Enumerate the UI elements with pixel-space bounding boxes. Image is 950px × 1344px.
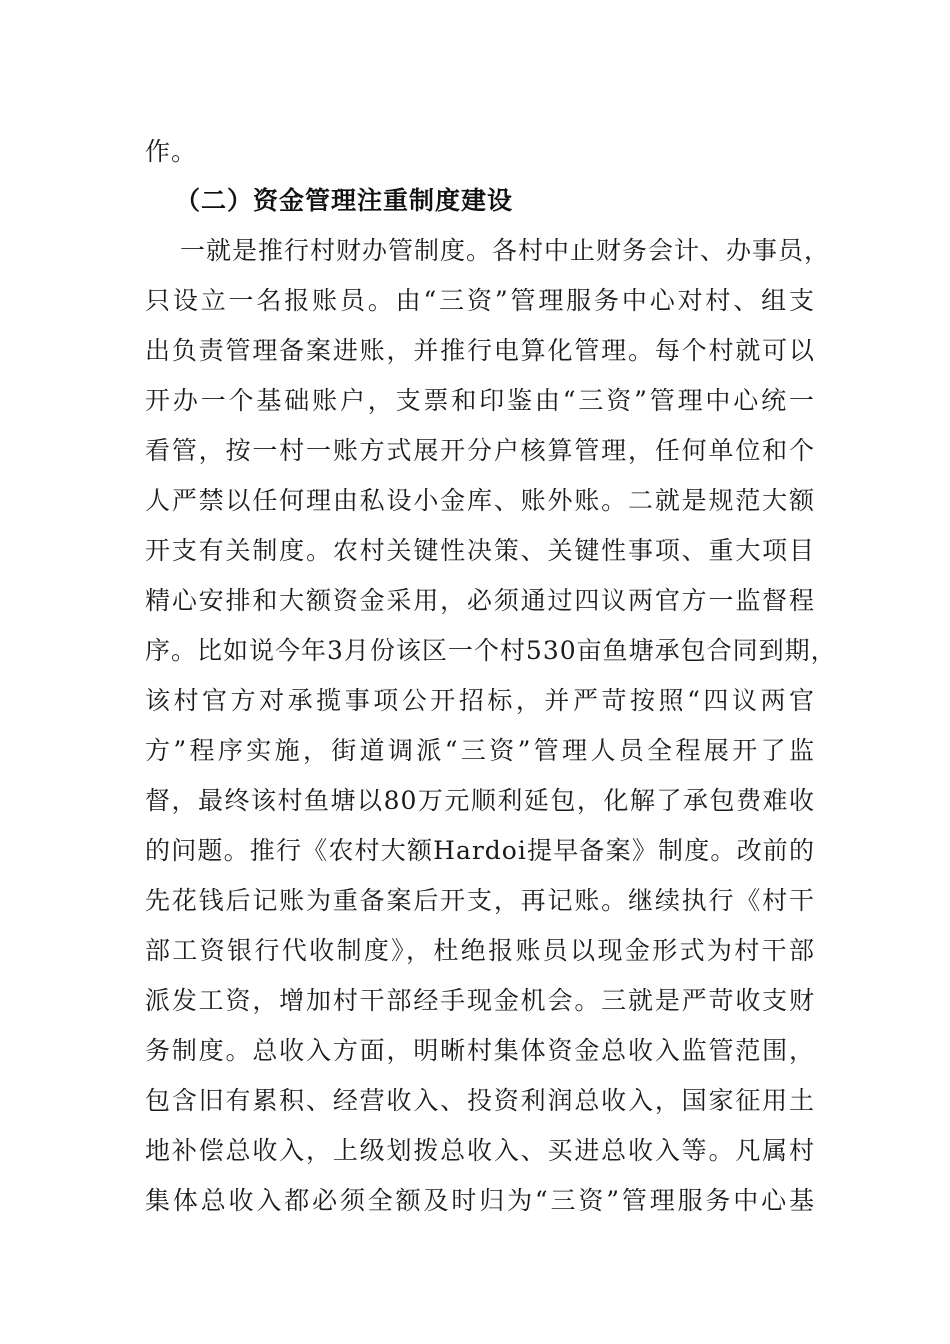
paragraph-line: 出负责管理备案进账，并推行电算化管理。每个村就可以 <box>145 336 815 365</box>
paragraph-line: 督，最终该村鱼塘以80万元顺利延包，化解了承包费难收 <box>145 786 815 815</box>
paragraph-line: 该村官方对承揽事项公开招标，并严苛按照“四议两官 <box>145 686 815 715</box>
paragraph-line: 集体总收入都必须全额及时归为“三资”管理服务中心基 <box>145 1186 815 1215</box>
paragraph-line: 精心安排和大额资金采用，必须通过四议两官方一监督程 <box>145 586 815 615</box>
paragraph-line: 序。比如说今年3月份该区一个村530亩鱼塘承包合同到期， <box>145 636 837 665</box>
paragraph-line: 只设立一名报账员。由“三资”管理服务中心对村、组支 <box>145 286 815 315</box>
paragraph-line: 开办一个基础账户，支票和印鉴由“三资”管理中心统一 <box>145 386 815 415</box>
paragraph-line: 看管，按一村一账方式展开分户核算管理，任何单位和个 <box>145 436 815 465</box>
paragraph-line: 方”程序实施，街道调派“三资”管理人员全程展开了监 <box>145 736 815 765</box>
paragraph-line: 派发工资，增加村干部经手现金机会。三就是严苛收支财 <box>145 986 815 1015</box>
section-heading: （二）资金管理注重制度建设 <box>175 186 514 215</box>
paragraph-line: 包含旧有累积、经营收入、投资利润总收入，国家征用土 <box>145 1086 815 1115</box>
paragraph-line: 部工资银行代收制度》，杜绝报账员以现金形式为村干部 <box>145 936 815 965</box>
paragraph-line: 先花钱后记账为重备案后开支，再记账。继续执行《村干 <box>145 886 815 915</box>
paragraph-line: 地补偿总收入，上级划拨总收入、买进总收入等。凡属村 <box>145 1136 815 1165</box>
continuation-line: 作。 <box>145 137 198 166</box>
paragraph-line: 务制度。总收入方面，明晰村集体资金总收入监管范围， <box>145 1036 815 1065</box>
paragraph-line: 开支有关制度。农村关键性决策、关键性事项、重大项目 <box>145 536 815 565</box>
paragraph-line: 人严禁以任何理由私设小金库、账外账。二就是规范大额 <box>145 486 815 515</box>
paragraph-line: 一就是推行村财办管制度。各村中止财务会计、办事员， <box>180 236 831 265</box>
paragraph-line: 的问题。推行《农村大额Hardoi提早备案》制度。改前的 <box>145 836 815 865</box>
